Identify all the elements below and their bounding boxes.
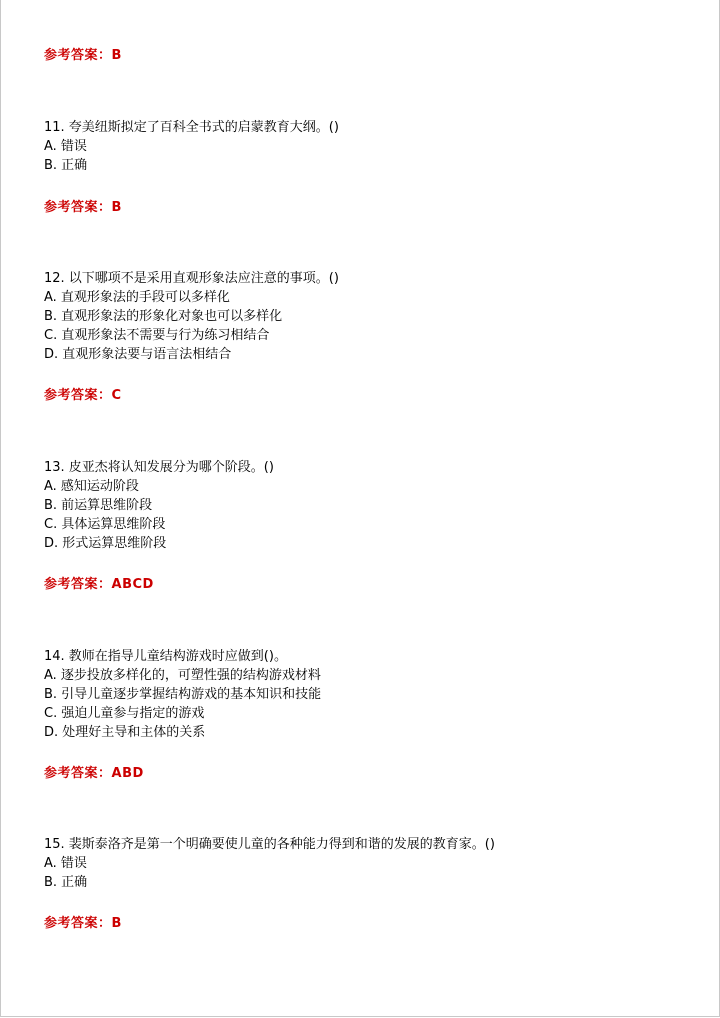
answer-13 bbox=[44, 573, 154, 592]
option-b: B. 正确 bbox=[44, 875, 88, 890]
option-a: A. 错误 bbox=[44, 856, 87, 871]
option-c: C. 强迫儿童参与指定的游戏 bbox=[44, 706, 205, 721]
answer-value: B bbox=[111, 916, 122, 931]
option-b: B. 前运算思维阶段 bbox=[44, 498, 153, 513]
question-text: 11. 夸美纽斯拟定了百科全书式的启蒙教育大纲。() bbox=[44, 120, 339, 135]
answer-15 bbox=[44, 912, 122, 931]
question-text: 12. 以下哪项不是采用直观形象法应注意的事项。() bbox=[44, 271, 339, 286]
option-b: B. 引导儿童逐步掌握结构游戏的基本知识和技能 bbox=[44, 687, 322, 702]
option-a: A. 逐步投放多样化的，可塑性强的结构游戏材料 bbox=[44, 668, 321, 683]
question-11 bbox=[44, 118, 339, 175]
option-c: C. 直观形象法不需要与行为练习相结合 bbox=[44, 328, 270, 343]
answer-14 bbox=[44, 762, 144, 781]
option-a: A. 直观形象法的手段可以多样化 bbox=[44, 290, 230, 305]
question-text: 14. 教师在指导儿童结构游戏时应做到()。 bbox=[44, 649, 287, 664]
answer-value: B bbox=[111, 200, 122, 215]
question-14 bbox=[44, 647, 321, 742]
question-text: 13. 皮亚杰将认知发展分为哪个阶段。() bbox=[44, 460, 274, 475]
answer-label: 参考答案： bbox=[44, 916, 112, 931]
answer-label: 参考答案： bbox=[44, 388, 112, 403]
option-d: D. 直观形象法要与语言法相结合 bbox=[44, 347, 232, 362]
option-d: D. 形式运算思维阶段 bbox=[44, 536, 167, 551]
answer-label: 参考答案： bbox=[44, 766, 112, 781]
answer-label: 参考答案： bbox=[44, 200, 112, 215]
option-b: B. 直观形象法的形象化对象也可以多样化 bbox=[44, 309, 283, 324]
question-12 bbox=[44, 269, 339, 364]
answer-10 bbox=[44, 44, 122, 63]
question-13 bbox=[44, 458, 274, 553]
option-b: B. 正确 bbox=[44, 158, 88, 173]
option-a: A. 错误 bbox=[44, 139, 87, 154]
answer-12 bbox=[44, 384, 122, 403]
question-15 bbox=[44, 835, 495, 892]
option-d: D. 处理好主导和主体的关系 bbox=[44, 725, 206, 740]
answer-value: C bbox=[111, 388, 122, 403]
question-text: 15. 裴斯泰洛齐是第一个明确要使儿童的各种能力得到和谐的发展的教育家。() bbox=[44, 837, 495, 852]
answer-11 bbox=[44, 196, 122, 215]
answer-value: ABD bbox=[111, 766, 144, 781]
answer-value: ABCD bbox=[111, 577, 154, 592]
option-c: C. 具体运算思维阶段 bbox=[44, 517, 166, 532]
answer-value: B bbox=[111, 48, 122, 63]
option-a: A. 感知运动阶段 bbox=[44, 479, 139, 494]
answer-label: 参考答案： bbox=[44, 577, 112, 592]
answer-label: 参考答案： bbox=[44, 48, 112, 63]
